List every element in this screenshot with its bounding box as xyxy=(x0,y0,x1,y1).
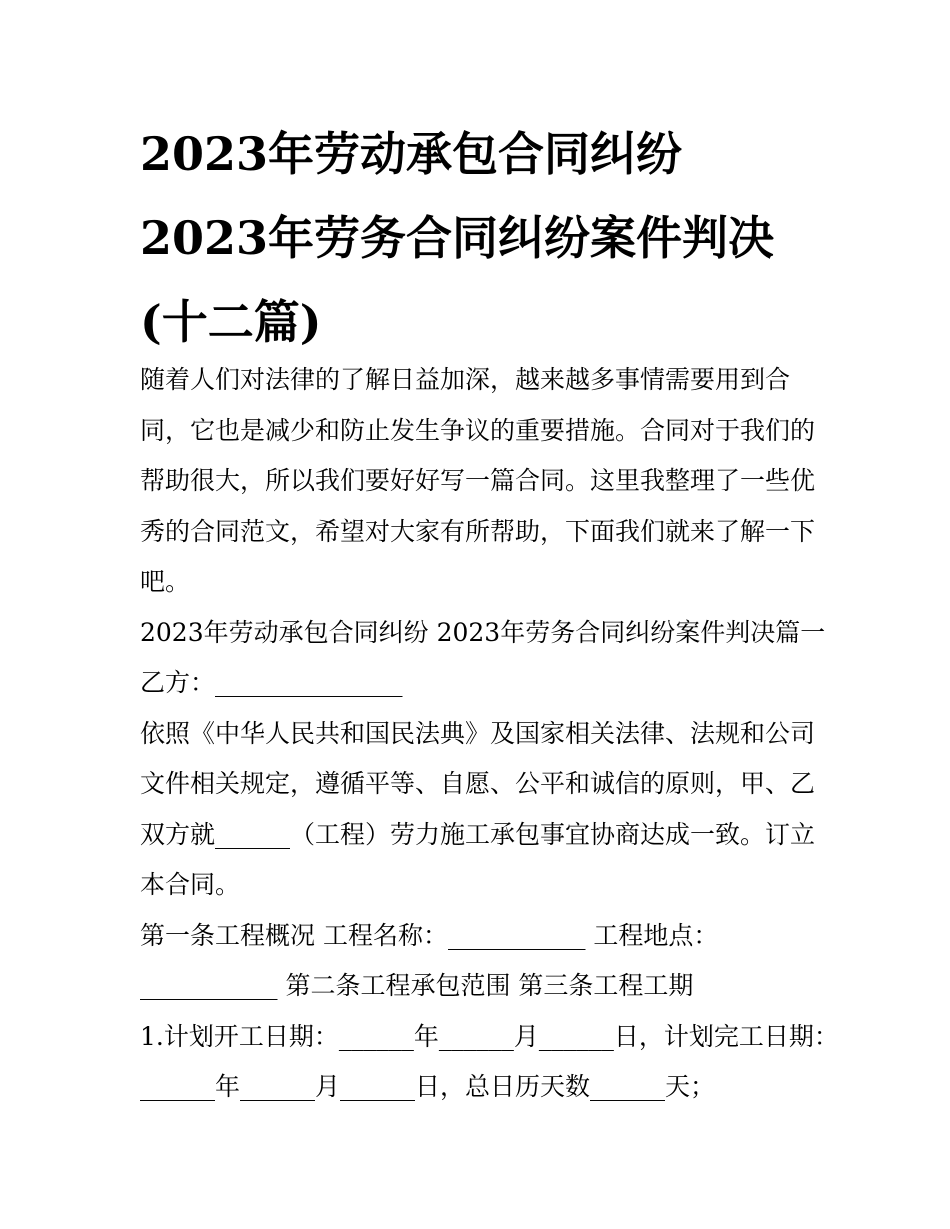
schedule-line-2: ______年______月______日，总日历天数______天； xyxy=(140,1072,716,1101)
intro-line-4: 秀的合同范文，希望对大家有所帮助，下面我们就来了解一下 xyxy=(140,516,816,546)
section-heading: 2023年劳动承包合同纠纷 2023年劳务合同纠纷案件判决篇一 xyxy=(140,617,826,647)
article-line-2: ___________ 第二条工程承包范围 第三条工程工期 xyxy=(140,971,694,1000)
title-line-2: 2023年劳务合同纠纷案件判决 xyxy=(140,211,775,265)
intro-line-3: 帮助很大，所以我们要好好写一篇合同。这里我整理了一些优 xyxy=(140,466,816,495)
basis-line-1: 依照《中华人民共和国民法典》及国家相关法律、法规和公司 xyxy=(140,718,816,748)
title-line-1: 2023年劳动承包合同纠纷 xyxy=(140,127,683,181)
intro-line-5: 吧。 xyxy=(140,567,191,596)
basis-line-4: 本合同。 xyxy=(140,870,241,899)
document-title xyxy=(140,112,840,364)
article-line-1: 第一条工程概况 工程名称：___________ 工程地点： xyxy=(140,920,719,950)
schedule-line-1: 1.计划开工日期：______年______月______日，计划完工日期： xyxy=(140,1021,839,1051)
basis-line-3: 双方就______（工程）劳力施工承包事宜协商达成一致。订立 xyxy=(140,819,816,849)
intro-line-2: 同，它也是减少和防止发生争议的重要措施。合同对于我们的 xyxy=(140,415,816,445)
document-body xyxy=(140,355,839,1113)
title-line-3: (十二篇) xyxy=(140,295,322,349)
intro-line-1: 随着人们对法律的了解日益加深，越来越多事情需要用到合 xyxy=(140,365,791,394)
party-b-line: 乙方：_______________ xyxy=(140,668,403,697)
basis-line-2: 文件相关规定，遵循平等、自愿、公平和诚信的原则，甲、乙 xyxy=(140,769,816,798)
